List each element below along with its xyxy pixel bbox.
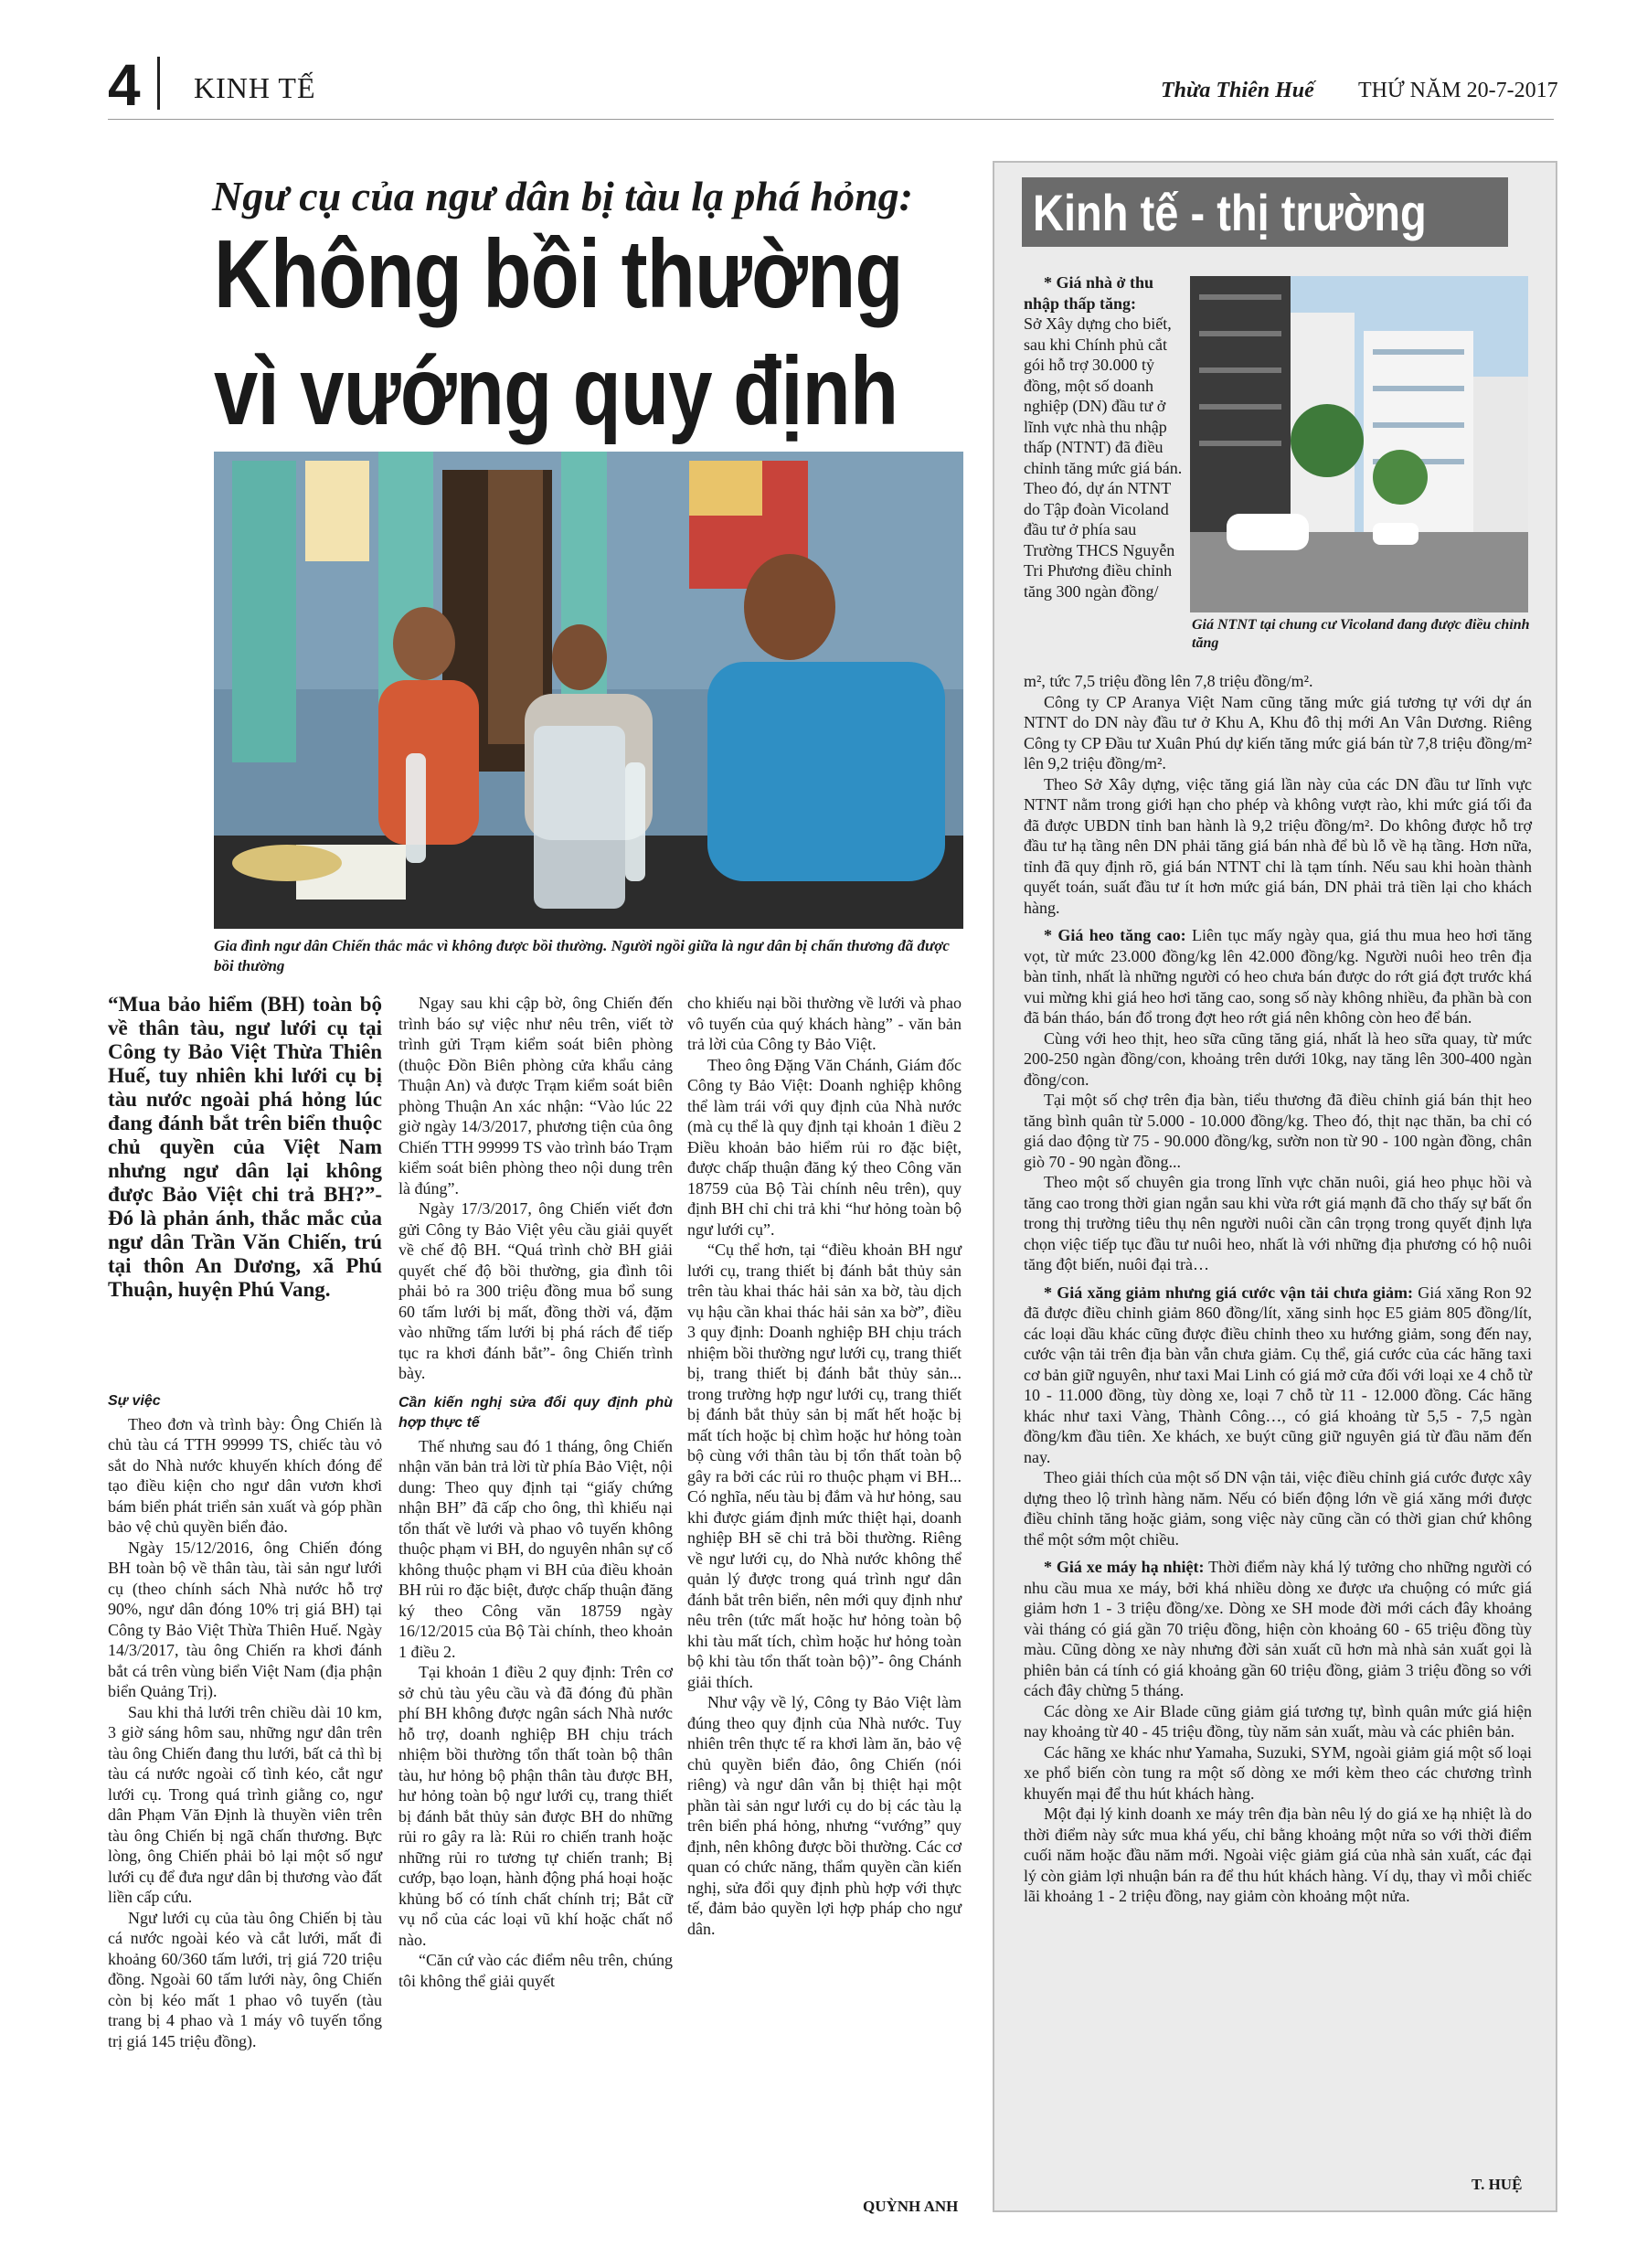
apartment-photo-image — [1190, 276, 1528, 612]
sidebar-photo — [1190, 276, 1528, 612]
paragraph: Ngày 17/3/2017, ông Chiến viết đơn gửi Công ty Bảo Việt yêu cầu giải quyết về chế độ BH. “Quá trình chờ BH giải quyết chế độ bồi thường, gia đình tôi phải bỏ ra 300 triệu đồng mua bổ sung 60 tấm lưới bị mất, đồng thời vá, đặm vào những tấm lưới bị phá rách để tiếp tục ra khơi đánh bắt”- ông Chiến trình bày. — [398, 1199, 673, 1382]
paragraph: Theo giải thích của một số DN vận tải, việc điều chỉnh giá cước được xây dựng theo lộ trình hàng năm. Nếu có biến động lớn về giá xăng mới được điều chỉnh tăng hoặc giảm, song việc này cũng cần có thời gian chứ không thể một sớm một chiều. — [1024, 1468, 1532, 1549]
paragraph: Ngư lưới cụ của tàu ông Chiến bị tàu cá nước ngoài kéo và cắt lưới, mất đi khoảng 60/360 tấm lưới, trị giá 720 triệu đồng. Ngoài 60 tấm lưới này, ông Chiến còn bị kéo mất 1 phao vô tuyến (tàu trang bị 4 phao và 1 máy vô tuyến tổng trị giá 145 triệu đồng). — [108, 1908, 382, 2050]
headline-line-1: Không bồi thường — [214, 220, 903, 328]
section-name: KINH TẾ — [194, 71, 316, 104]
sidebar-body — [1024, 671, 1532, 1907]
article-author: QUỲNH ANH — [863, 2198, 959, 2215]
headline-line-2: vì vướng quy định — [214, 337, 898, 445]
family-photo-image — [214, 452, 963, 929]
header-rule — [108, 119, 1554, 120]
paragraph: Các dòng xe Air Blade cũng giảm giá tương tự, bình quân mức giá hiện nay khoảng từ 40 - 45 triệu đồng, tùy năm sản xuất, màu và các phiên bản. — [1024, 1701, 1532, 1741]
article-lead: “Mua bảo hiểm (BH) toàn bộ về thân tàu, ngư lưới cụ tại Công ty Bảo Việt Thừa Thiên Huế, tuy nhiên khi lưới cụ bị tàu nước ngoài phá hỏng lúc đang đánh bắt trên biển thuộc chủ quyền của Việt Nam nhưng ngư dân lại không được Bảo Việt chi trả BH?”- Đó là phản ánh, thắc mắc của ngư dân Trần Văn Chiến, trú tại thôn An Dương, xã Phú Thuận, huyện Phú Vang. — [108, 993, 382, 1301]
paragraph: “Căn cứ vào các điểm nêu trên, chúng tôi không thể giải quyết — [398, 1951, 673, 1990]
paragraph: Thời điểm này khá lý tưởng cho những người có nhu cầu mua xe máy, bởi khá nhiều dòng xe được ưa chuộng có mức giá giảm hơn 1 - 3 triệu đồng/xe. Dòng xe SH mode đời mới cách đây khoảng vài tháng có giá gần 70 triệu đồng, hiện còn khoảng 60 - 65 triệu đồng tùy màu. Cũng dòng xe này nhưng đời sản xuất cũ hơn mà nhà sản xuất gọi là phiên bản cá tính có giá khoảng gần 60 triệu đồng, giảm 3 triệu đồng so với cách đây chừng 5 tháng. — [1024, 1558, 1532, 1699]
paragraph: Một đại lý kinh doanh xe máy trên địa bàn nêu lý do giá xe hạ nhiệt là do thời điểm này sức mua khá yếu, chỉ bằng khoảng một nửa so với thời điểm cuối năm hoặc đầu năm mới. Ngoài việc giảm giá của nhà sản xuất, các đại lý còn giảm lợi nhuận bán ra để thu hút khách hàng. Ví dụ, thay vì mỗi chiếc lãi khoảng 1 - 2 triệu đồng, nay giảm còn khoảng một nửa. — [1024, 1805, 1532, 1905]
article-column-1 — [108, 1382, 382, 2051]
paragraph: Theo ông Đặng Văn Chánh, Giám đốc Công ty Bảo Việt: Doanh nghiệp không thể làm trái với quy định của Nhà nước (mà cụ thể là quy định tại khoản 1 điều 2 Điều khoản bảo hiểm rủi ro đặc biệt, được chấp thuận đăng ký theo Công văn 18759 của Bộ Tài chính nêu trên), quy định BH chỉ chi trả khi “hư hỏng toàn bộ ngư lưới cụ”. — [687, 1055, 962, 1239]
item-heading: * Giá xăng giảm nhưng giá cước vận tải chưa giảm: — [1044, 1283, 1413, 1302]
paragraph: m², tức 7,5 triệu đồng lên 7,8 triệu đồng/m². — [1024, 672, 1313, 690]
paragraph: Theo đơn và trình bày: Ông Chiến là chủ tàu cá TTH 99999 TS, chiếc tàu vỏ sắt do Nhà nước khuyến khích đóng để tạo điều kiện cho ngư dân vươn khơi bám biển phát triển sản xuất và góp phần bảo vệ chủ quyền biển đảo. — [108, 1414, 382, 1536]
sidebar-title: Kinh tế - thị trường — [1033, 184, 1427, 241]
item-heading: * Giá xe máy hạ nhiệt: — [1044, 1558, 1205, 1576]
paragraph: Liên tục mấy ngày qua, giá thu mua heo hơi tăng vọt, từ mức 23.000 đồng/kg lên 42.000 đồng/kg. Người nuôi heo trên địa bàn tỉnh, nhất là những người có heo chưa bán được do rớt giá đợt trước khá vui mừng khi giá heo hơi tăng cao, song số này không nhiều, đa phần bà con đã bán tháo, bán đổ trong đợt heo rớt giá nên không còn heo để bán. — [1024, 926, 1532, 1027]
article-column-2 — [398, 993, 673, 1991]
paragraph: Tại khoản 1 điều 2 quy định: Trên cơ sở chủ tàu yêu cầu và đã đóng đủ phần phí BH không được ngân sách Nhà nước hỗ trợ, doanh nghiệp BH chịu trách nhiệm bồi thường tổn thất toàn bộ thân tàu, hư hỏng bộ phận thân tàu được BH, hư hỏng toàn bộ ngư lưới cụ, trang thiết bị đánh bắt thủy sản được BH do những rủi ro gây ra là: Rủi ro chiến tranh hoặc những rủi ro tương tự chiến tranh; Bị cướp, bạo loạn, hành động phá hoại hoặc khủng bố có tính chất chính trị; Bắt cữ vụ nổ của các loại vũ khí hoặc chất nổ nào. — [398, 1663, 673, 1949]
paragraph: Ngay sau khi cập bờ, ông Chiến đến trình báo sự việc như nêu trên, viết tờ trình gửi Trạm kiểm soát biên phòng (thuộc Đồn Biên phòng cửa khẩu cảng Thuận An) và được Trạm kiểm soát biên phòng Thuận An xác nhận: “Vào lúc 22 giờ ngày 14/3/2017, phương tiện của ông Chiến TTH 99999 TS vào trình báo Trạm kiểm soát biên phòng theo nội dung trên là đúng”. — [398, 994, 673, 1198]
sidebar-item-housing-top — [1024, 272, 1185, 602]
issue-date: THỨ NĂM 20-7-2017 — [1358, 79, 1558, 102]
article-column-3 — [687, 993, 962, 1939]
paragraph: Như vậy về lý, Công ty Bảo Việt làm đúng theo quy định của Nhà nước. Tuy nhiên trên thực tế ra khơi làm ăn, bảo vệ chủ quyền biển đảo, ông Chiến (nói riêng) và ngư dân vẫn bị thiệt hại một phần tài sản ngư lưới cụ do bị các tàu lạ trên biển phá hỏng, nhưng “vướng” quy định, nên không được bồi thường. Các cơ quan có chức năng, thẩm quyền cần kiến nghị, sửa đổi quy định phù hợp với thực tế, đảm bảo quyền lợi hợp pháp cho ngư dân. — [687, 1693, 962, 1938]
sidebar-signature: T. HUỆ — [1472, 2176, 1523, 2193]
article-photo — [214, 452, 963, 929]
header-divider — [157, 57, 160, 110]
paragraph: Thế nhưng sau đó 1 tháng, ông Chiến nhận văn bản trả lời từ phía Bảo Việt, nội dung: Theo quy định tại “giấy chứng nhận BH” đã cấp cho ông, thì khiếu nại tổn thất về lưới và phao vô tuyến không thuộc phạm vi BH, do nguyên nhân sự cố không thuộc phạm vi BH của điều khoản BH rủi ro đặc biệt, được chấp thuận đăng ký theo Công văn 18759 ngày 16/12/2015 của Bộ Tài chính, theo khoản 1 điều 2. — [398, 1436, 673, 1661]
item-heading: * Giá nhà ở thu nhập thấp tăng: — [1024, 273, 1154, 313]
page-number: 4 — [108, 52, 141, 118]
subheading: Sự việc — [108, 1393, 161, 1409]
paragraph: Sở Xây dựng cho biết, sau khi Chính phủ cắt gói hỗ trợ 30.000 tỷ đồng, một số doanh nghiệp (DN) đầu tư ở lĩnh vực nhà thu nhập thấp (NTNT) đã điều chỉnh tăng mức giá bán. Theo đó, dự án NTNT do Tập đoàn Vicoland đầu tư ở phía sau Trường THCS Nguyễn Tri Phương điều chỉnh tăng 300 ngàn đồng/ — [1024, 314, 1183, 601]
sidebar-photo-caption: Giá NTNT tại chung cư Vicoland đang được điều chỉnh tăng — [1192, 617, 1530, 651]
article-kicker: Ngư cụ của ngư dân bị tàu lạ phá hỏng: — [212, 173, 913, 219]
paragraph: Cùng với heo thịt, heo sữa cũng tăng giá, nhất là heo sữa quay, từ mức 200-250 ngàn đồng/con, khoảng trên dưới 10kg, nay tăng lên 300-400 ngàn đồng/con. — [1024, 1028, 1532, 1089]
subheading: Cần kiến nghị sửa đổi quy định phù hợp thực tế — [398, 1394, 673, 1431]
paragraph: Theo Sở Xây dựng, việc tăng giá lần này của các DN đầu tư lĩnh vực NTNT nằm trong giới hạn cho phép và không vượt rào, khi mức giá tối đa đã được UBDN tỉnh ban hành là 9,2 triệu đồng/m². Do không được hỗ trợ đầu tư hạ tầng nên DN phải tăng giá bán nhà để bù lỗ về hạ tầng. Hơn nữa, tỉnh đã quy định rõ, giá bán NTNT chỉ là tạm tính. Nếu sau khi hoàn thành quyết toán, suất đầu tư ít hơn mức giá bán, DN phải trả tiền lại cho khách hàng. — [1024, 774, 1532, 917]
paragraph: Theo một số chuyên gia trong lĩnh vực chăn nuôi, giá heo phục hồi và tăng cao trong thời gian ngắn sau khi vừa rớt giá mạnh đã cho thấy sự bất ổn trong thị trường tiêu thụ nên người nuôi cần cân trọng trong quyết định lựa chọn việc tiếp tục đầu tư nuôi heo, nhất là với những địa phương có hộ nuôi tăng đột biến, nuôi đại trà… — [1024, 1173, 1532, 1273]
paragraph: cho khiếu nại bồi thường về lưới và phao vô tuyến của quý khách hàng” - văn bản trả lời của Công ty Bảo Việt. — [687, 994, 962, 1053]
article-photo-caption: Gia đình ngư dân Chiến thắc mắc vì không được bồi thường. Người ngồi giữa là ngư dân bị chấn thương đã được bồi thường — [214, 937, 950, 974]
paragraph: Tại một số chợ trên địa bàn, tiểu thương đã điều chỉnh giá bán thịt heo tăng bình quân từ 5.000 - 10.000 đồng/kg. Theo đó, thịt nạc thăn, ba chỉ có giá dao động từ 75 - 90.000 đồng/kg, sườn non từ 90 - 100 ngàn đồng, chân giò 70 - 90 ngàn đồng... — [1024, 1091, 1532, 1171]
item-heading: * Giá heo tăng cao: — [1044, 926, 1186, 944]
paragraph: “Cụ thể hơn, tại “điều khoản BH ngư lưới cụ, trang thiết bị đánh bắt thủy sản trên tàu khai thác hải sản xa bờ, tàu dịch vụ hậu cần khai thác hải sản xa bờ”, điều 3 quy định: Doanh nghiệp BH chịu trách nhiệm bồi thường ngư lưới cụ, trang thiết bị, trang thiết bị đánh bắt thủy sản... trong trường hợp ngư lưới cụ, trang thiết bị đánh bắt thủy sản bị mất hết hoặc bị mất tích hoặc bị chìm hoặc hư hỏng toàn bộ cùng với thân tàu bị tổn thất toàn bộ gây ra bởi các rủi ro thuộc phạm vi BH... Có nghĩa, nếu tàu bị đắm và hư hỏng, sau khi được giám định mức thiệt hại, doanh nghiệp BH sẽ chi trả bồi thường. Riêng về ngư lưới cụ, do Nhà nước không thể quản lý được trong quá trình ngư dân đánh bắt trên biển, nên mới quy định như nêu trên (tức mất hoặc hư hỏng toàn bộ khi tàu mất tích, chìm hoặc hư hỏng toàn bộ khi tàu tổn thất toàn bộ)”- ông Chánh giải thích. — [687, 1240, 962, 1691]
paragraph: Công ty CP Aranya Việt Nam cũng tăng mức giá tương tự với dự án NTNT do DN này đầu tư ở Khu A, Khu đô thị mới An Vân Dương. Riêng Công ty CP Đầu tư Xuân Phú dự kiến tăng mức giá bán từ 7,8 triệu đồng/m² lên 9,2 triệu đồng/m². — [1024, 692, 1532, 772]
newspaper-name: Thừa Thiên Huế — [1161, 79, 1314, 102]
paragraph: Các hãng xe khác như Yamaha, Suzuki, SYM, ngoài giảm giá một số loại xe phổ biến còn tung ra một số dòng xe mới kèm theo các chương trình khuyến mại để thu hút khách hàng. — [1024, 1742, 1532, 1803]
paragraph: Ngày 15/12/2016, ông Chiến đóng BH toàn bộ về thân tàu, tài sản ngư lưới cụ (theo chính sách Nhà nước hỗ trợ 90%, ngư dân đóng 10% trị giá BH) tại Công ty Bảo Việt Thừa Thiên Huế. Ngày 14/3/2017, tàu ông Chiến ra khơi đánh bắt cá trên vùng biển Việt Nam (địa phận biển Quảng Trị). — [108, 1538, 382, 1700]
paragraph: Sau khi thả lưới trên chiều dài 10 km, 3 giờ sáng hôm sau, những ngư dân trên tàu ông Chiến đang thu lưới, bất cả thì bị tàu cá nước ngoài cố tình kéo, cắt ngư lưới cụ. Trong quá trình giằng co, ngư dân Phạm Văn Định là thuyền viên trên tàu ông Chiến bị ngã chấn thương. Bực lòng, ông Chiến phải bỏ lại một số ngư lưới cụ để đưa ngư dân bị thương vào đất liền cấp cứu. — [108, 1702, 382, 1906]
paragraph: Giá xăng Ron 92 đã được điều chỉnh giảm 860 đồng/lít, xăng sinh học E5 giảm 805 đồng/lít, các loại dầu khác cũng được điều chỉnh theo xu hướng giảm, song đến nay, cước vận tải trên địa bàn vẫn chưa giảm. Cụ thể, giá cước của các hãng taxi cơ bản giữ nguyên, như taxi Mai Linh có giá mở cửa đối với loại xe 4 chỗ từ 10 - 11.000 đồng, tùy dòng xe, loại 7 chỗ từ 11 - 12.000 đồng. Các hãng khác như taxi Vàng, Thành Công…, có giá khoảng từ 5,5 - 7,5 ngàn đồng/km đầu tiên. Xe khách, xe buýt cũng giữ nguyên giá từ đầu năm đến nay. — [1024, 1283, 1533, 1466]
